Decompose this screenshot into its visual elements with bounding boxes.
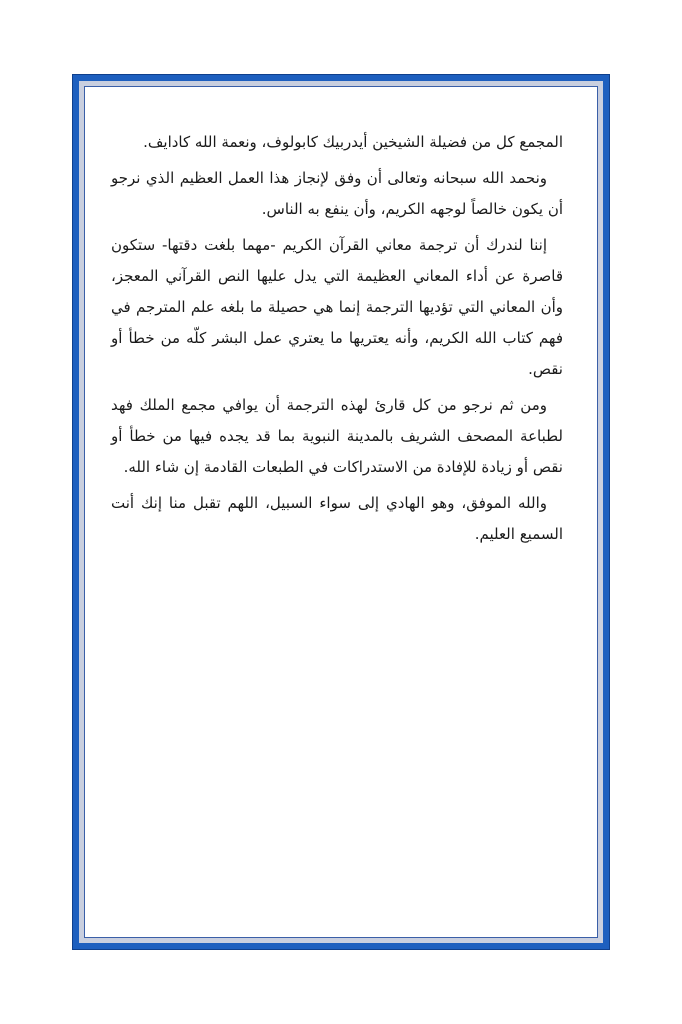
paragraph-1: المجمع كل من فضيلة الشيخين أيدربيك كابولوف، ونعمة الله كادايف. [143, 133, 563, 151]
page-content-area [84, 86, 598, 938]
paragraph-4: ومن ثم نرجو من كل قارئ لهذه الترجمة أن يوافي مجمع الملك فهد لطباعة المصحف الشريف بالمدينة النبوية بما قد يجده فيها من خطأ أو نقص أو زيادة للإفادة من الاستدراكات في الطبعات القادمة إن شاء الله. [111, 396, 563, 476]
page-border-frame [72, 74, 610, 950]
page-border-inner-band [79, 81, 603, 943]
body-text [111, 127, 563, 555]
paragraph-2: ونحمد الله سبحانه وتعالى أن وفق لإنجاز هذا العمل العظيم الذي نرجو أن يكون خالصاً لوجهه الكريم، وأن ينفع به الناس. [111, 169, 563, 218]
paragraph-3: إننا لندرك أن ترجمة معاني القرآن الكريم -مهما بلغت دقتها- ستكون قاصرة عن أداء المعاني العظيمة التي يدل عليها النص القرآني المعجز، وأن المعاني التي تؤديها الترجمة إنما هي حصيلة ما بلغه علم المترجم في فهم كتاب الله الكريم، وأنه يعتريها ما يعتري عمل البشر كلّه من خطأ أو نقص. [111, 236, 563, 378]
paragraph-5: والله الموفق، وهو الهادي إلى سواء السبيل، اللهم تقبل منا إنك أنت السميع العليم. [111, 494, 563, 543]
